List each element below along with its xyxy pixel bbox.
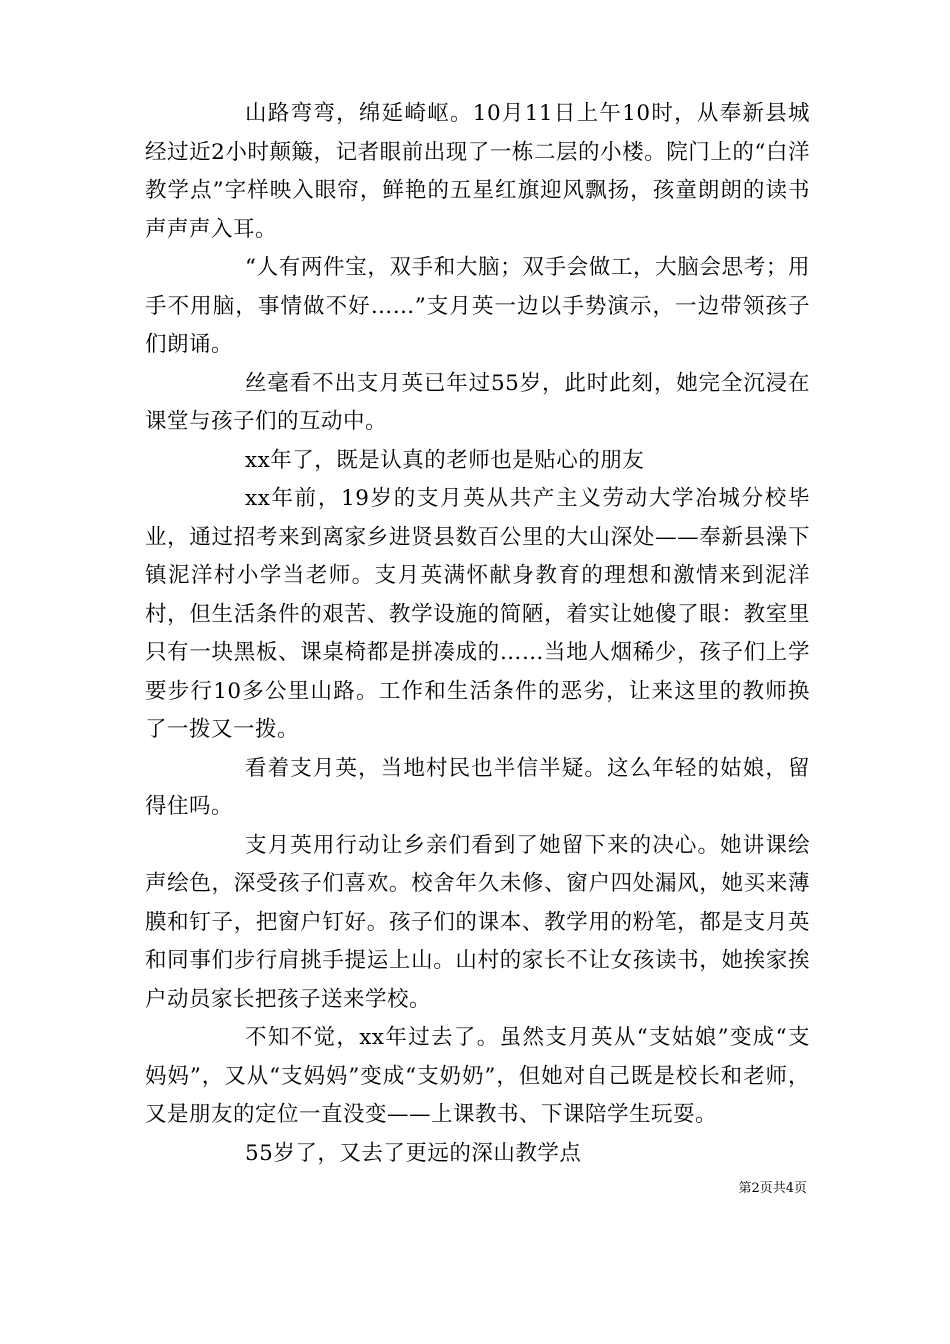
paragraph-villagers: 看着支月英，当地村民也半信半疑。这么年轻的姑娘，留得住吗。: [145, 755, 810, 819]
article-body: [145, 95, 810, 1173]
paragraph-age: 丝毫看不出支月英已年过55岁，此时此刻，她完全沉浸在课堂与孩子们的互动中。: [145, 370, 810, 434]
section-heading-friend: xx年了，既是认真的老师也是贴心的朋友: [245, 447, 645, 473]
paragraph-history: xx年前，19岁的支月英从共产主义劳动大学冶城分校毕业，通过招考来到离家乡进贤县数百公里的大山深处——奉新县澡下镇泥洋村小学当老师。支月英满怀献身教育的理想和激情来到泥洋村，但生活条件的艰苦、教学设施的简陋，着实让她傻了眼：教室里只有一块黑板、课桌椅都是拼凑成的……当地人烟稀少，孩子们上学要步行10多公里山路。工作和生活条件的恶劣，让来这里的教师换了一拨又一拨。: [145, 486, 810, 742]
paragraph-chant: “人有两件宝，双手和大脑；双手会做工，大脑会思考；用手不用脑，事情做不好……”支月英一边以手势演示，一边带领孩子们朗诵。: [145, 255, 810, 357]
paragraph-intro: 山路弯弯，绵延崎岖。10月11日上午10时，从奉新县城经过近2小时颠簸，记者眼前出现了一栋二层的小楼。院门上的“白洋教学点”字样映入眼帘，鲜艳的五星红旗迎风飘扬，孩童朗朗的读书声声声入耳。: [145, 101, 810, 242]
paragraph-actions: 支月英用行动让乡亲们看到了她留下来的决心。她讲课绘声绘色，深受孩子们喜欢。校舍年久未修、窗户四处漏风，她买来薄膜和钉子，把窗户钉好。孩子们的课本、教学用的粉笔，都是支月英和同事们步行肩挑手提运上山。山村的家长不让女孩读书，她挨家挨户动员家长把孩子送来学校。: [145, 832, 810, 1012]
paragraph-years: 不知不觉，xx年过去了。虽然支月英从“支姑娘”变成“支妈妈”，又从“支妈妈”变成“支奶奶”，但她对自己既是校长和老师，又是朋友的定位一直没变——上课教书、下课陪学生玩耍。: [145, 1025, 810, 1127]
page-number: 第2页共4页: [738, 1181, 807, 1196]
section-heading-mountain: 55岁了，又去了更远的深山教学点: [245, 1140, 582, 1166]
